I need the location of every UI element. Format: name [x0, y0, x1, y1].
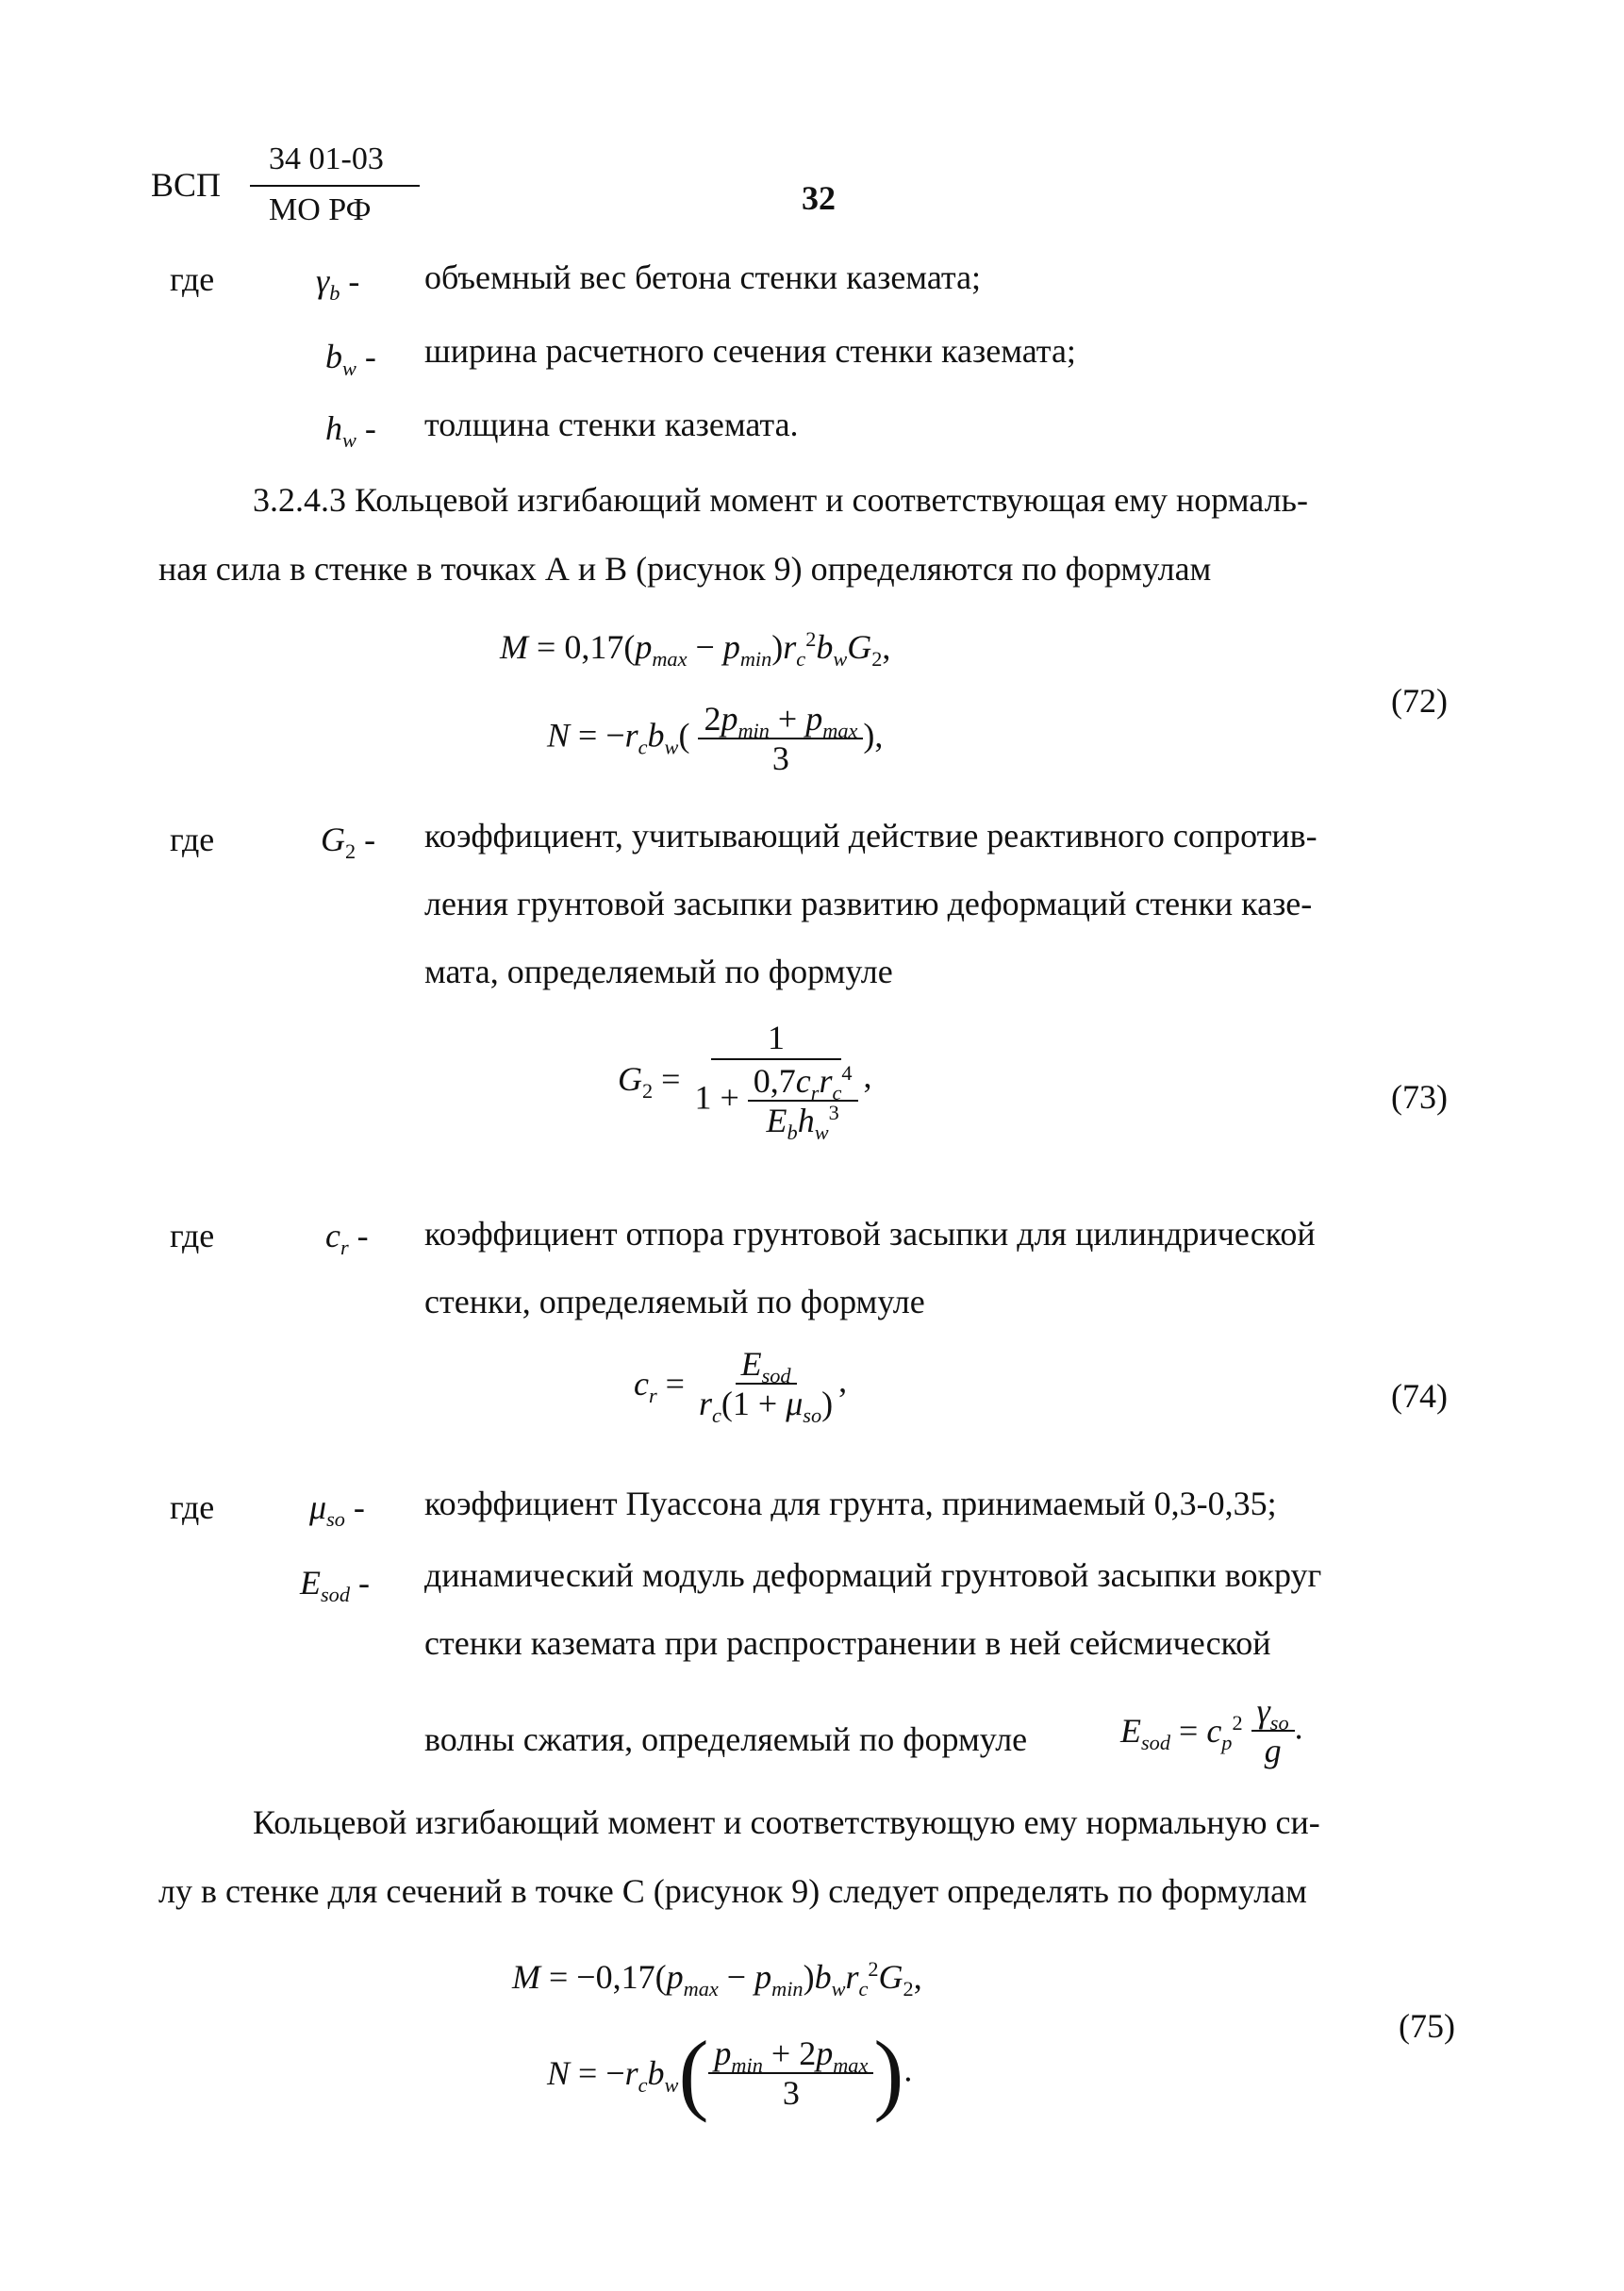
code-bottom: МО РФ	[269, 192, 372, 227]
eq75-moment: $M = -0,17(p_{max} - p_{min})b_wr_c^2G_2$,	[512, 1957, 922, 2001]
code-prefix: ВСП	[151, 166, 222, 204]
g2-text-line3: мата, определяемый по формуле	[424, 953, 893, 990]
eq74-formula: $c_r$ = $\frac{E_{sod}}{r_c(1 + \mu_{so})}$ ,	[634, 1345, 848, 1428]
esod-formula: $E_{sod} = c_p^2$ $\frac{\gamma_{so}}{g}$ .	[1120, 1692, 1303, 1769]
eq72-normal-force: $N = -r_cb_w$( $\frac{2p_{min} + p_{max}}{3}$ ),	[547, 700, 884, 777]
code-top: 34 01-03	[269, 141, 384, 176]
cr-text-line2: стенки, определяемый по формуле	[424, 1283, 925, 1320]
document-code	[151, 168, 221, 202]
paragraph-point-c-line1: Кольцевой изгибающий момент и соответствующую ему нормальную си-	[253, 1803, 1320, 1841]
esod-symbol: $E_{sod}$ -	[300, 1564, 370, 1607]
bw-text: ширина расчетного сечения стенки каземата;	[424, 332, 1076, 370]
esod-text-line3: волны сжатия, определяемый по формуле	[424, 1720, 1028, 1758]
mu-so-text: коэффициент Пуассона для грунта, принимаемый 0,3-0,35;	[424, 1485, 1277, 1522]
eq74-number: (74)	[1391, 1377, 1448, 1415]
g2-symbol: $G_2$ -	[321, 821, 376, 864]
gamma-b-text: объемный вес бетона стенки каземата;	[424, 258, 982, 296]
paragraph-3-2-4-3-line1: 3.2.4.3 Кольцевой изгибающий момент и соответствующая ему нормаль-	[253, 481, 1308, 519]
page-number: 32	[802, 179, 836, 217]
eq72-moment: $M = 0,17(p_{max} - p_{min})r_c^2b_wG_2$,	[500, 627, 891, 672]
esod-text-line2: стенки каземата при распространении в ней сейсмической	[424, 1624, 1271, 1662]
paragraph-point-c-line2: лу в стенке для сечений в точке С (рисунок 9) следует определять по формулам	[158, 1872, 1307, 1910]
eq75-normal-force: $N = -r_cb_w$( $\frac{p_{min} + 2p_{max}}{3}$ ).	[547, 2022, 913, 2123]
where-label-4: где	[170, 1488, 215, 1526]
hw-symbol: $h_w$ -	[325, 409, 376, 453]
bw-symbol: $b_w$ -	[325, 338, 376, 381]
g2-text-line1: коэффициент, учитывающий действие реактивного сопротив-	[424, 817, 1317, 855]
eq73-number: (73)	[1391, 1078, 1448, 1116]
where-label: где	[170, 260, 215, 298]
cr-text-line1: коэффициент отпора грунтовой засыпки для цилиндрической	[424, 1215, 1316, 1253]
g2-text-line2: ления грунтовой засыпки развитию деформаций стенки казе-	[424, 885, 1313, 922]
esod-text-line1: динамический модуль деформаций грунтовой засыпки вокруг	[424, 1556, 1322, 1594]
mu-so-symbol: $\mu_{so}$ -	[309, 1488, 365, 1532]
eq72-number: (72)	[1391, 682, 1448, 720]
where-label-3: где	[170, 1217, 215, 1254]
hw-text: толщина стенки каземата.	[424, 406, 799, 443]
where-label-2: где	[170, 821, 215, 858]
gamma-b-symbol: $\gamma_b$ -	[316, 262, 360, 306]
eq73-formula: $G_2$ = 1 1 + $\frac{0,7c_rr_c^4}{E_bh_w^3}$ ,	[618, 1019, 872, 1145]
code-divider	[250, 185, 420, 187]
cr-symbol: $c_r$ -	[325, 1217, 369, 1260]
eq75-number: (75)	[1399, 2007, 1455, 2045]
paragraph-3-2-4-3-line2: ная сила в стенке в точках А и В (рисунок 9) определяются по формулам	[158, 550, 1212, 588]
